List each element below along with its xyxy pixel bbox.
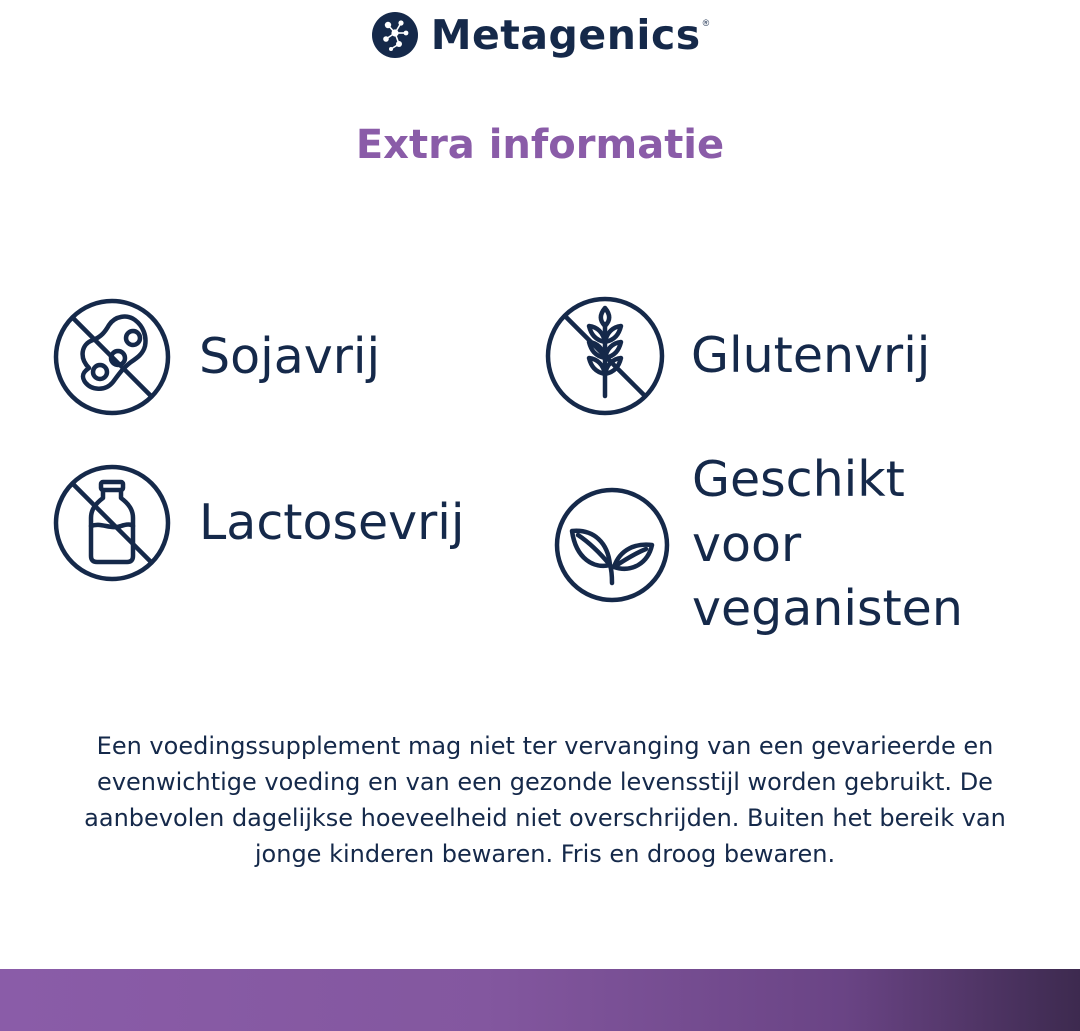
brand-header	[0, 8, 1080, 62]
gluten-free-icon	[545, 296, 665, 416]
feature-soy-free	[53, 298, 380, 416]
registered-mark: ®	[702, 18, 710, 28]
feature-vegan	[554, 448, 1022, 642]
feature-label: Sojavrij	[199, 327, 381, 385]
page-title: Extra informatie	[355, 122, 725, 168]
lactose-free-icon	[53, 464, 171, 582]
footer-bar	[0, 969, 1080, 1031]
feature-label: Geschikt voor veganisten	[692, 451, 963, 638]
feature-label: Glutenvrij	[691, 326, 931, 384]
feature-gluten-free	[545, 296, 930, 416]
feature-label: Lactosevrij	[199, 493, 465, 551]
metagenics-logo-icon	[371, 11, 419, 59]
soy-free-icon	[53, 298, 171, 416]
brand-name: Metagenics	[430, 10, 701, 59]
vegan-leaf-icon	[554, 487, 670, 603]
disclaimer-text: Een voedingssupplement mag niet ter vervanging van een gevarieerde en evenwichtige voeding en van een gezonde levensstijl worden gebruikt. De aanbevolen dagelijkse hoeveelheid niet overschrijden. Buiten het bereik van jonge kinderen bewaren. Fris en droog bewaren.	[84, 732, 1006, 868]
feature-lactose-free	[53, 464, 465, 582]
